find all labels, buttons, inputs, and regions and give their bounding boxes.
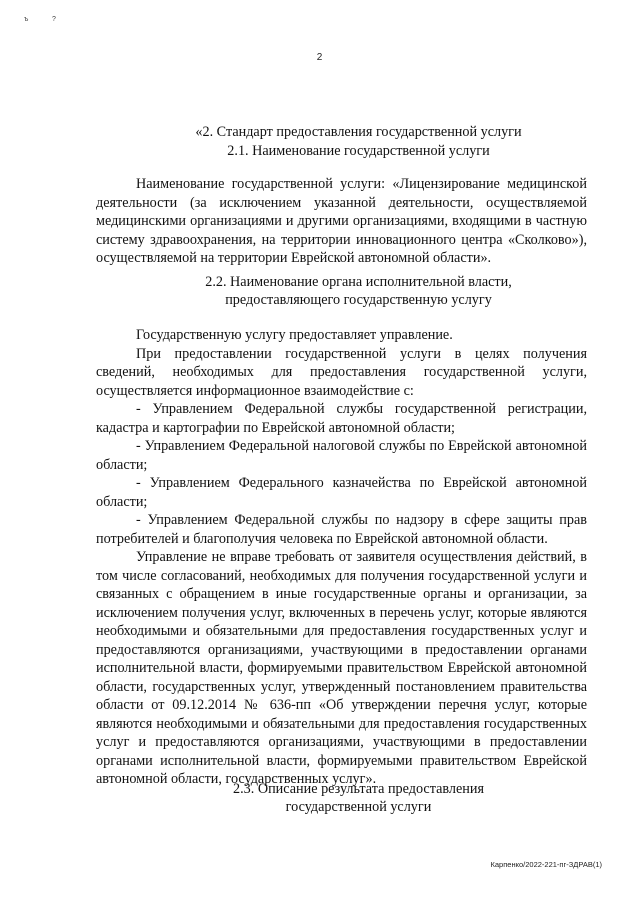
subsection-title: 2.1. Наименование государственной услуги — [227, 143, 490, 159]
corner-mark: ъ — [24, 16, 29, 23]
paragraph: При предоставлении государственной услуги в целях получения сведений, необходимых для предоставления государственной услуги, осуществляется информационное взаимодействие с: — [96, 345, 587, 399]
list-item: - Управлением Федерального казначейства по Еврейской автономной области; — [96, 475, 587, 510]
subsection-title: предоставляющего государственную услугу — [225, 292, 492, 308]
list-item: - Управлением Федеральной службы по надзору в сфере защиты прав потребителей и благополучия человека по Еврейской автономной области. — [96, 512, 587, 547]
paragraph: Наименование государственной услуги: «Лицензирование медицинской деятельности (за исключением указанной деятельности, осуществляемой медицинскими организациями и другими организациями, входящими в частную систему здравоохранения, на территории инновационного центра «Сколково»), осуществляемой на территории Еврейской автономной области». — [96, 176, 587, 266]
paragraph: Государственную услугу предоставляет управление. — [136, 327, 453, 343]
subsection-title: 2.2. Наименование органа исполнительной власти, — [205, 274, 512, 290]
service-name-paragraph — [96, 175, 587, 268]
corner-mark: ? — [52, 16, 56, 23]
list-item: - Управлением Федеральной службы государственной регистрации, кадастра и картографии по Еврейской автономной области; — [96, 401, 587, 436]
list-item: - Управлением Федеральной налоговой службы по Еврейской автономной области; — [96, 438, 587, 473]
subsection-title: 2.3. Описание результата предоставления — [233, 781, 484, 797]
body-text — [96, 326, 587, 789]
subsection-title: государственной услуги — [285, 799, 432, 815]
paragraph: Управление не вправе требовать от заявителя осуществления действий, в том числе согласований, необходимых для получения государственной услуги и связанных с обращением в иные государственные органы и организации, за исключением получения услуг, включенных в перечень услуг, которые являются необходимыми и обязательными для предоставления государственных услуг и предоставляются организациями, участвующими в предоставлении органами исполнительной власти, формируемыми правительством Еврейской автономной области, государственных услуг, утвержденный постановлением правительства области от 09.12.2014 № 636-пп «Об утверждении перечня услуг, которые являются необходимыми и обязательными для предоставления государственных услуг и предоставляются организациями, участвующими в предоставлении органами исполнительной власти, формируемыми правительством Еврейской автономной области, государственных услуг». — [96, 549, 587, 787]
page-number: 2 — [316, 52, 323, 63]
section-title: «2. Стандарт предоставления государственной услуги — [195, 124, 522, 140]
footer-code: Карпенко/2022-221-пг-ЗДРАВ(1) — [490, 860, 602, 869]
